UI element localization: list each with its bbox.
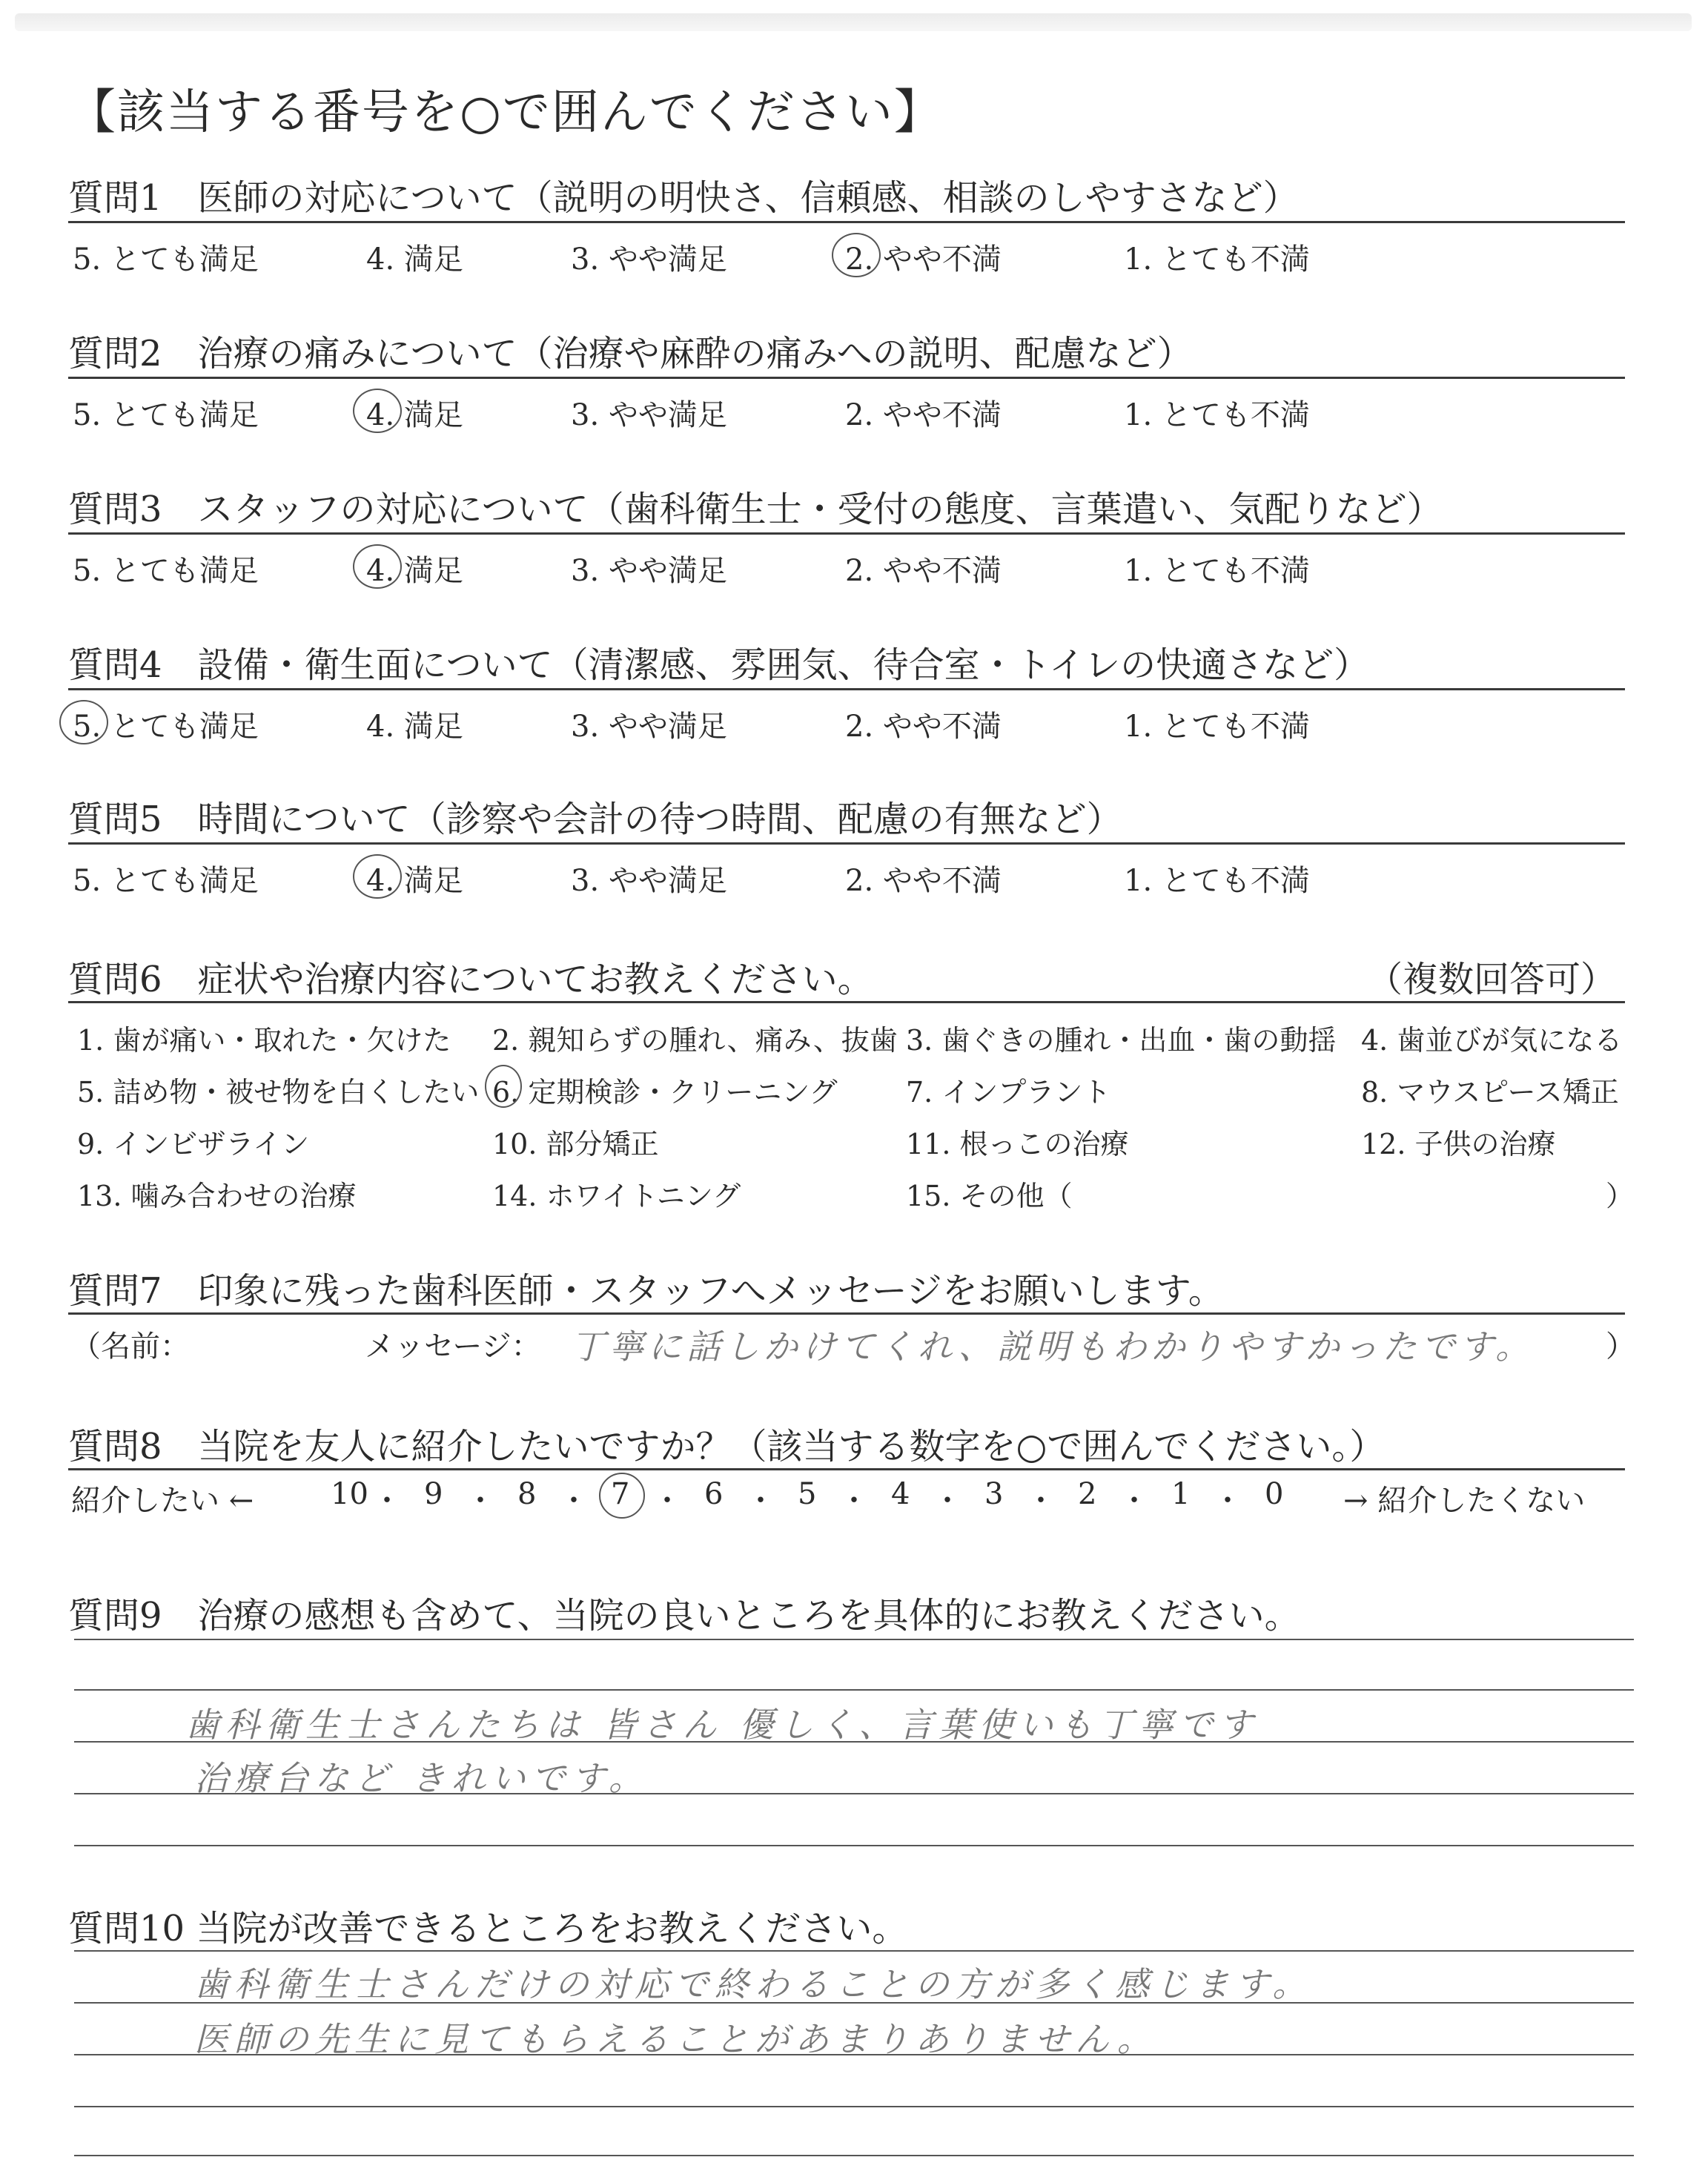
q6-close-paren: ） [1606,1180,1635,1212]
selection-circle [485,1065,522,1108]
q8-separator: ・ [652,1484,682,1518]
q4-option[interactable]: 3. やや満足 [571,710,727,744]
q9-rule [74,1845,1634,1846]
selection-circle [353,854,402,899]
q5-title: 質問5 時間について（診察や会計の待つ時間、配慮の有無など） [68,799,1122,840]
q3-title: 質問3 スタッフの対応について（歯科衛生士・受付の態度、言葉遣い、気配りなど） [68,489,1443,530]
q10-rule [74,1950,1634,1952]
q9-answer-line: 歯科衛生士さんたちは 皆さん 優しく、言葉使いも丁寧です [185,1705,1260,1745]
q6-option[interactable]: 14. ホワイトニング [492,1180,741,1212]
q4-option[interactable]: 5. とても満足 [73,710,259,744]
q4-underline [68,688,1625,690]
q7-close-paren: ） [1606,1330,1635,1364]
q1-option[interactable]: 1. とても不満 [1124,242,1310,277]
q4-option[interactable]: 1. とても不満 [1124,710,1310,744]
q5-option[interactable]: 2. やや不満 [845,864,1002,898]
q8-separator: ・ [1026,1484,1056,1518]
q8-left-label: 紹介したい ← [71,1484,254,1518]
q1-option[interactable]: 3. やや満足 [571,242,727,277]
q2-option[interactable]: 2. やや不満 [845,398,1002,432]
q7-underline [68,1312,1625,1315]
q6-option[interactable]: 7. インプラント [906,1076,1111,1109]
selection-circle [353,544,402,589]
q6-option[interactable]: 8. マウスピース矯正 [1361,1076,1619,1109]
q6-underline [68,1001,1625,1003]
q6-note: （複数回答可） [1367,959,1617,1000]
q5-option[interactable]: 3. やや満足 [571,864,727,898]
q8-number[interactable]: 4 [891,1477,910,1511]
q8-title: 質問8 当院を友人に紹介したいですか？（該当する数字を○で囲んでください。） [68,1426,1386,1467]
q8-number[interactable]: 6 [704,1477,724,1511]
q7-name-label: （名前： [71,1330,190,1364]
q5-underline [68,842,1625,845]
q4-option[interactable]: 4. 満足 [366,710,463,744]
q7-title: 質問7 印象に残った歯科医師・スタッフへメッセージをお願いします。 [68,1270,1224,1312]
q8-number[interactable]: 0 [1265,1477,1284,1511]
q8-separator: ・ [933,1484,962,1518]
q2-title: 質問2 治療の痛みについて（治療や麻酔の痛みへの説明、配慮など） [68,333,1193,374]
q3-underline [68,532,1625,535]
q3-option[interactable]: 5. とても満足 [73,554,259,588]
q4-option[interactable]: 2. やや不満 [845,710,1002,744]
q8-number[interactable]: 10 [331,1477,368,1511]
q8-separator: ・ [746,1484,775,1518]
q5-option[interactable]: 5. とても満足 [73,864,259,898]
q6-option[interactable]: 2. 親知らずの腫れ、痛み、抜歯 [492,1024,898,1057]
q8-separator: ・ [466,1484,495,1518]
q3-option[interactable]: 1. とても不満 [1124,554,1310,588]
q8-separator: ・ [839,1484,869,1518]
q8-separator: ・ [372,1484,402,1518]
q7-message-label: メッセージ： [365,1330,541,1364]
q1-option[interactable]: 4. 満足 [366,242,463,277]
q8-number[interactable]: 2 [1078,1477,1097,1511]
q8-number[interactable]: 5 [798,1477,817,1511]
q1-title: 質問1 医師の対応について（説明の明快さ、信頼感、相談のしやすさなど） [68,177,1299,219]
q8-number[interactable]: 3 [984,1477,1004,1511]
q8-right-label: → 紹介したくない [1343,1484,1586,1518]
q1-underline [68,221,1625,223]
q6-option[interactable]: 10. 部分矯正 [492,1128,659,1160]
q2-option[interactable]: 1. とても不満 [1124,398,1310,432]
q7-message: 丁寧に話しかけてくれ、説明もわかりやすかったです。 [571,1327,1535,1367]
q9-answer-line: 治療台など きれいです。 [194,1758,649,1798]
q8-separator: ・ [1213,1484,1242,1518]
q6-option[interactable]: 11. 根っこの治療 [906,1128,1129,1160]
q3-option[interactable]: 3. やや満足 [571,554,727,588]
q5-option[interactable]: 1. とても不満 [1124,864,1310,898]
q8-number[interactable]: 1 [1171,1477,1191,1511]
q6-option[interactable]: 6. 定期検診・クリーニング [492,1076,838,1109]
q6-option[interactable]: 15. その他（ [906,1180,1073,1212]
q8-separator: ・ [559,1484,589,1518]
q8-separator: ・ [1119,1484,1149,1518]
q6-option[interactable]: 1. 歯が痛い・取れた・欠けた [77,1024,451,1057]
q9-rule [74,1639,1634,1640]
selection-circle [599,1473,645,1519]
q9-title: 質問9 治療の感想も含めて、当院の良いところを具体的にお教えください。 [68,1595,1300,1636]
selection-circle [832,233,881,277]
selection-circle [353,389,402,433]
q1-option[interactable]: 2. やや不満 [845,242,1002,277]
q4-title: 質問4 設備・衛生面について（清潔感、雰囲気、待合室・トイレの快適さなど） [68,644,1370,686]
q6-option[interactable]: 3. 歯ぐきの腫れ・出血・歯の動揺 [906,1024,1337,1057]
q8-underline [68,1468,1625,1470]
q6-option[interactable]: 9. インビザライン [77,1128,310,1160]
q10-answer-line: 医師の先生に見てもらえることがあまりありません。 [194,2019,1157,2059]
q2-option[interactable]: 3. やや満足 [571,398,727,432]
page-header: 【該当する番号を○で囲んでください】 [68,85,943,140]
q10-rule [74,2106,1634,2107]
q2-option[interactable]: 5. とても満足 [73,398,259,432]
q5-option[interactable]: 4. 満足 [366,864,463,898]
q3-option[interactable]: 4. 満足 [366,554,463,588]
q8-number[interactable]: 8 [517,1477,537,1511]
q6-option[interactable]: 5. 詰め物・被せ物を白くしたい [77,1076,480,1109]
selection-circle [59,700,108,744]
q6-option[interactable]: 12. 子供の治療 [1361,1128,1556,1160]
q8-number[interactable]: 7 [611,1477,630,1511]
q1-option[interactable]: 5. とても満足 [73,242,259,277]
q6-option[interactable]: 13. 噛み合わせの治療 [77,1180,357,1212]
q9-rule [74,1689,1634,1691]
scan-top-edge [15,13,1692,31]
q6-option[interactable]: 4. 歯並びが気になる [1361,1024,1623,1057]
q2-underline [68,377,1625,379]
q10-answer-line: 歯科衛生士さんだけの対応で終わることの方が多く感じます。 [194,1964,1313,2004]
q3-option[interactable]: 2. やや不満 [845,554,1002,588]
q10-rule [74,2155,1634,2156]
q6-title: 質問6 症状や治療内容についてお教えください。 [68,959,873,1000]
q10-title: 質問10 当院が改善できるところをお教えください。 [68,1908,908,1949]
q2-option[interactable]: 4. 満足 [366,398,463,432]
q8-number[interactable]: 9 [424,1477,443,1511]
